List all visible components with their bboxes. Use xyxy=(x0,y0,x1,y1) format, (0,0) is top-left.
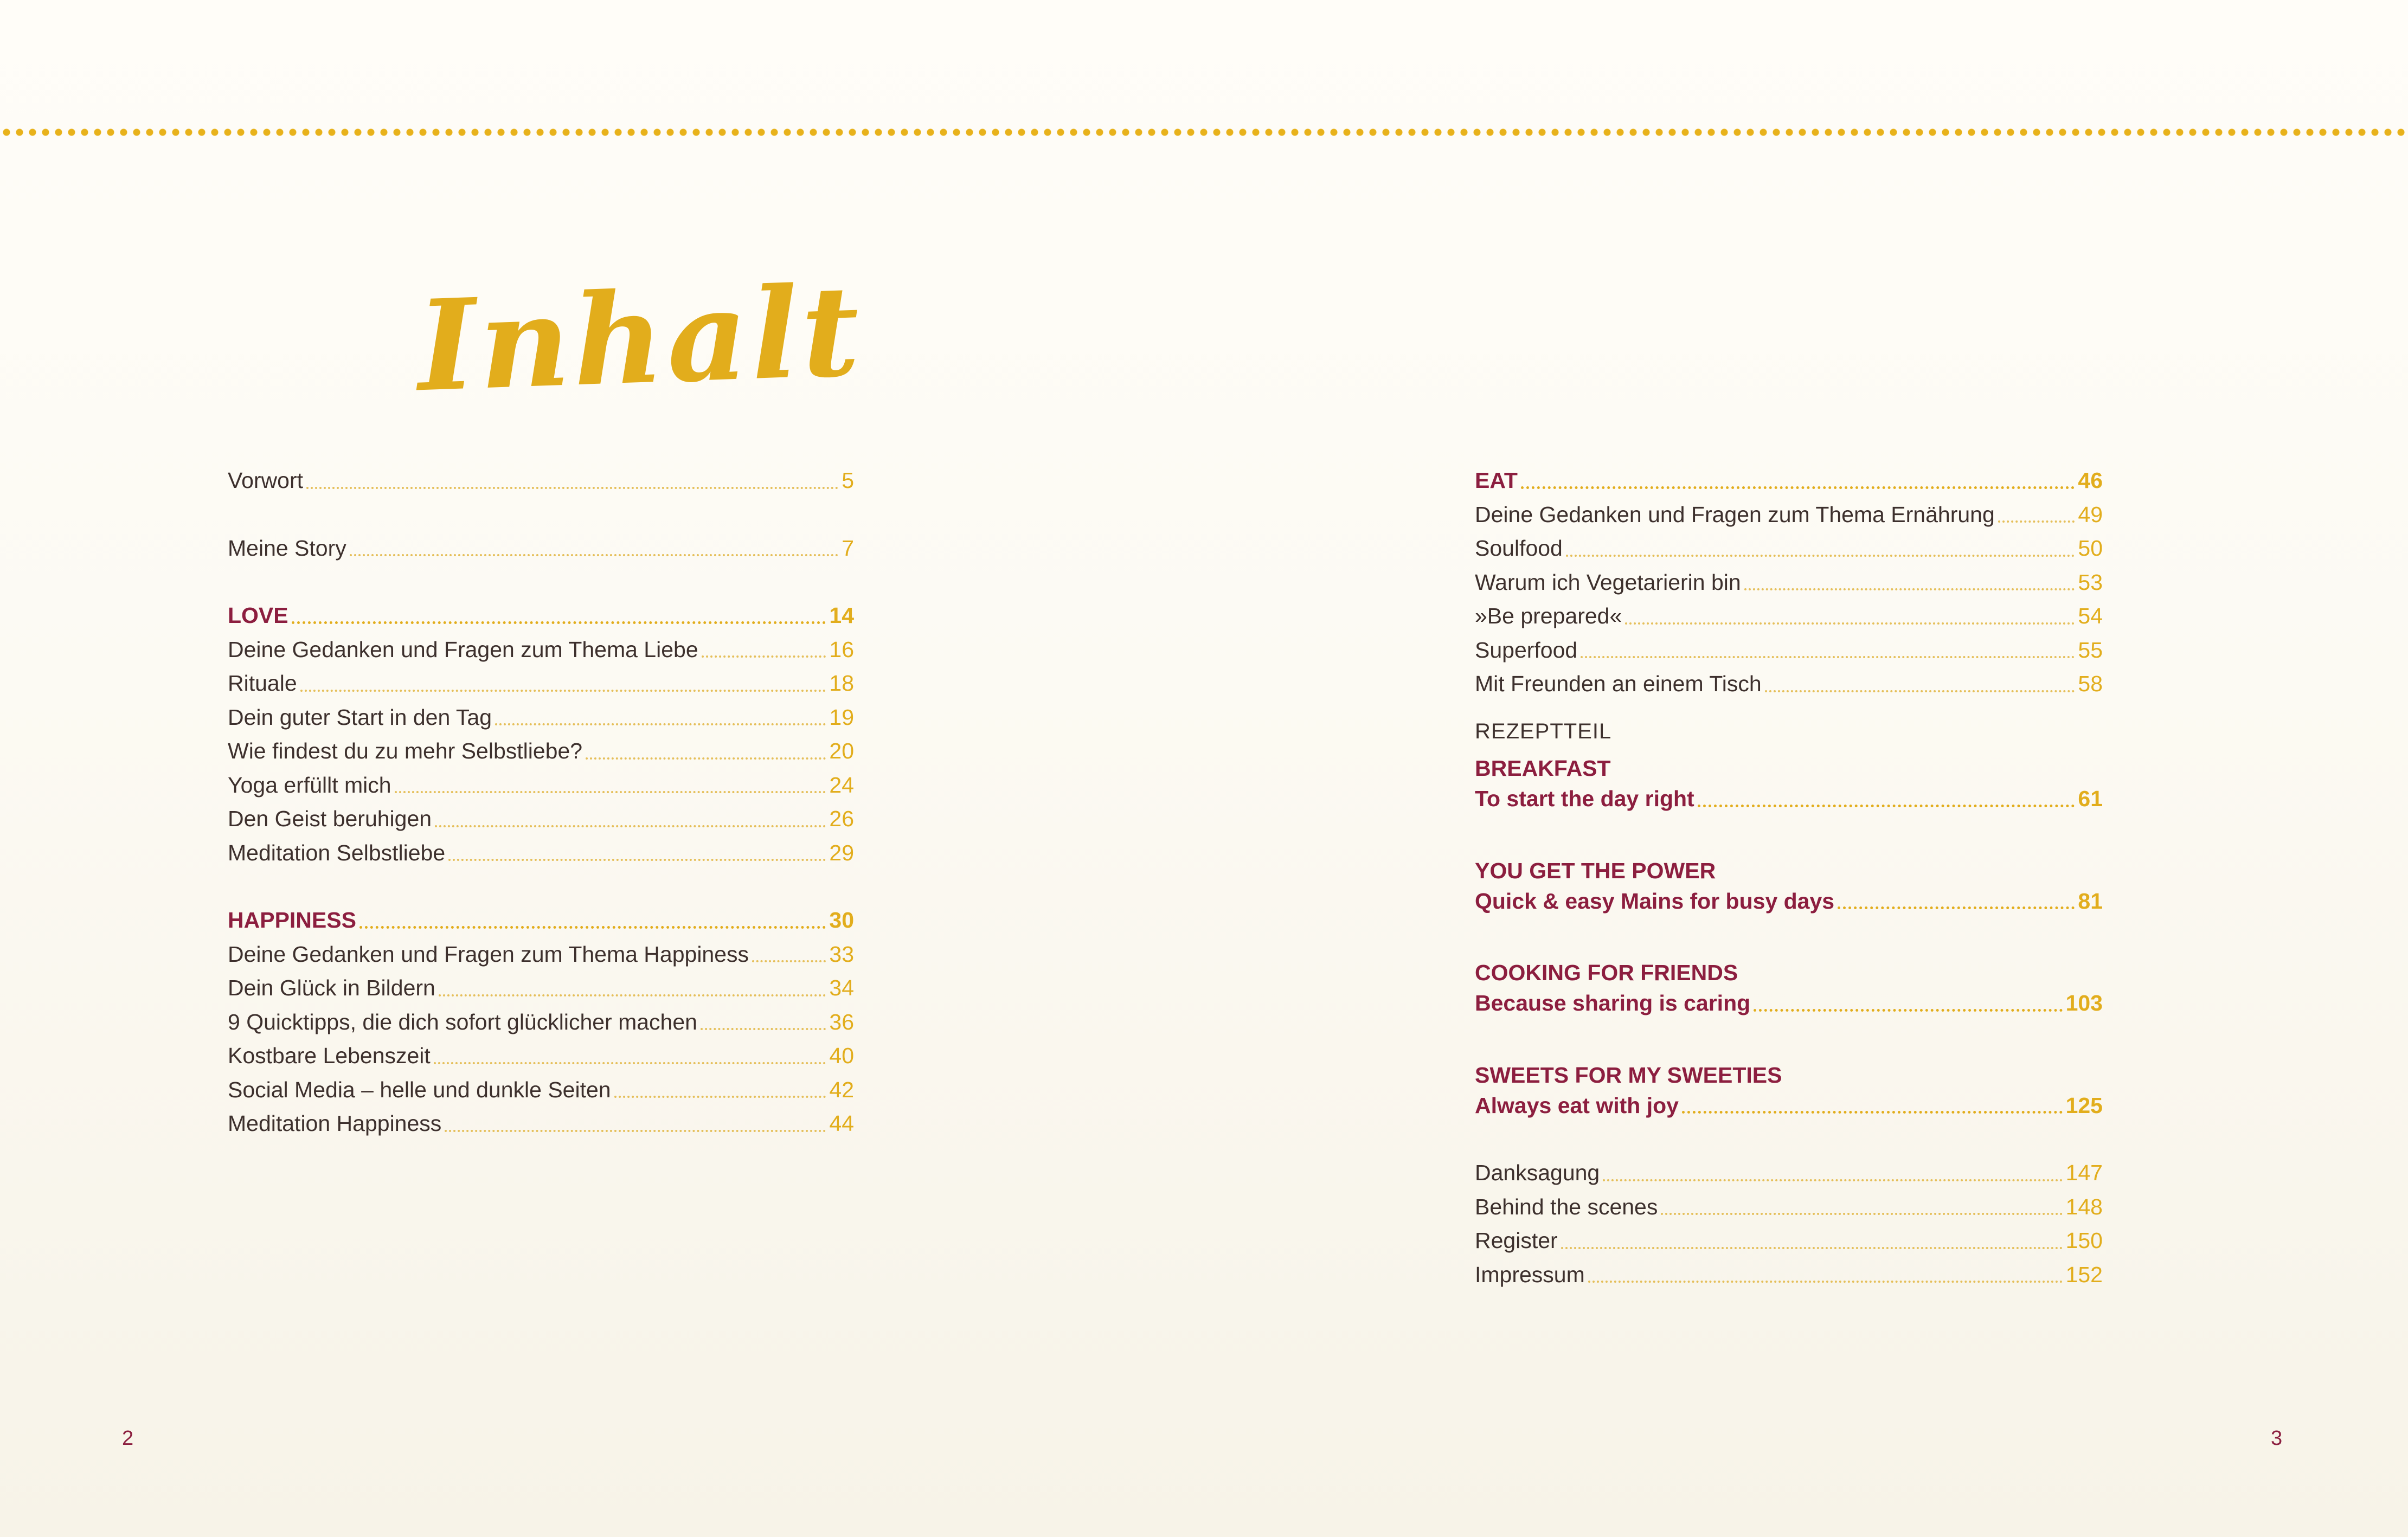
toc-entry-label: Dein guter Start in den Tag xyxy=(228,704,492,730)
toc-entry[interactable] xyxy=(1475,599,2103,633)
toc-entry-vorwort[interactable] xyxy=(228,464,854,498)
toc-entry-label: To start the day right xyxy=(1475,786,1694,811)
dot-leader xyxy=(1754,1009,2062,1012)
dotted-divider xyxy=(0,126,2408,139)
section-page: 46 xyxy=(2078,468,2103,493)
toc-entry-page: 54 xyxy=(2078,603,2103,628)
dot-leader xyxy=(1744,588,2075,590)
toc-entry-sweets[interactable] xyxy=(1475,1089,2103,1123)
toc-entry-label: Vorwort xyxy=(228,468,303,493)
toc-entry[interactable] xyxy=(228,666,854,700)
dot-leader xyxy=(1838,906,2075,909)
toc-entry-page: 103 xyxy=(2065,991,2103,1015)
toc-entry[interactable] xyxy=(228,836,854,870)
rezeptteil-heading: REZEPTTEIL xyxy=(1475,719,1612,743)
toc-left-column xyxy=(228,464,854,1141)
toc-entry[interactable] xyxy=(1475,1224,2103,1258)
toc-entry[interactable] xyxy=(228,633,854,667)
toc-entry-label: Meditation Selbstliebe xyxy=(228,840,446,865)
toc-entry-label: Meine Story xyxy=(228,535,346,561)
toc-entry[interactable] xyxy=(228,802,854,836)
dot-leader xyxy=(1682,1111,2063,1114)
toc-entry-page: 53 xyxy=(2078,569,2103,595)
breakfast-heading: BREAKFAST xyxy=(1475,756,1611,781)
power-heading: YOU GET THE POWER xyxy=(1475,858,1716,883)
toc-entry[interactable] xyxy=(228,971,854,1005)
dot-leader xyxy=(1625,622,2075,625)
toc-entry-page: 40 xyxy=(829,1043,854,1068)
toc-entry-page: 19 xyxy=(829,704,854,730)
toc-entry[interactable] xyxy=(1475,1156,2103,1190)
dot-leader xyxy=(350,554,838,556)
dot-leader xyxy=(448,859,826,861)
toc-entry-label: Because sharing is caring xyxy=(1475,991,1751,1015)
toc-entry-label: Deine Gedanken und Fragen zum Thema Happiness xyxy=(228,941,749,967)
toc-entry-page: 16 xyxy=(829,636,854,662)
toc-entry-page: 24 xyxy=(829,772,854,798)
toc-entry-label: Kostbare Lebenszeit xyxy=(228,1043,431,1068)
toc-entry-page: 18 xyxy=(829,671,854,696)
toc-entry-label: Mit Freunden an einem Tisch xyxy=(1475,671,1762,696)
dot-leader xyxy=(1998,520,2075,523)
toc-entry-label: Soulfood xyxy=(1475,536,1563,561)
toc-section-love[interactable] xyxy=(228,599,854,633)
dot-leader xyxy=(359,926,826,929)
toc-entry-label: Superfood xyxy=(1475,637,1578,663)
dot-leader xyxy=(1561,1247,2063,1249)
toc-entry-label: Danksagung xyxy=(1475,1160,1600,1185)
toc-entry-breakfast[interactable] xyxy=(1475,782,2103,816)
dot-leader xyxy=(1765,690,2075,692)
toc-entry-label: Register xyxy=(1475,1228,1558,1253)
sweets-heading: SWEETS FOR MY SWEETIES xyxy=(1475,1062,1782,1088)
toc-entry-page: 81 xyxy=(2078,888,2103,914)
toc-entry[interactable] xyxy=(228,1039,854,1073)
dot-leader xyxy=(395,791,826,793)
toc-entry-page: 20 xyxy=(829,738,854,763)
section-page: 14 xyxy=(829,603,854,628)
toc-entry-label: Always eat with joy xyxy=(1475,1092,1679,1118)
dot-leader xyxy=(1698,805,2075,807)
section-label: HAPPINESS xyxy=(228,908,356,933)
toc-entry[interactable] xyxy=(1475,633,2103,667)
toc-entry-page: 33 xyxy=(829,941,854,967)
dot-leader xyxy=(435,825,826,827)
dot-leader xyxy=(702,655,826,658)
section-label: LOVE xyxy=(228,603,288,628)
dot-leader xyxy=(1603,1179,2062,1181)
toc-entry-page: 150 xyxy=(2065,1228,2103,1253)
section-label: EAT xyxy=(1475,468,1518,493)
toc-entry-page: 5 xyxy=(842,468,854,493)
toc-entry-label: 9 Quicktipps, die dich sofort glücklicher machen xyxy=(228,1009,697,1034)
toc-section-happiness[interactable] xyxy=(228,903,854,937)
toc-entry-page: 44 xyxy=(829,1111,854,1136)
dot-leader xyxy=(495,723,826,725)
dot-leader xyxy=(1661,1213,2062,1215)
dot-leader xyxy=(300,690,826,692)
toc-entry[interactable] xyxy=(228,1005,854,1039)
toc-entry[interactable] xyxy=(228,937,854,972)
dot-leader xyxy=(701,1028,826,1030)
toc-entry-page: 7 xyxy=(842,535,854,561)
dot-leader xyxy=(1521,486,2075,489)
toc-entry-page: 50 xyxy=(2078,536,2103,561)
toc-entry-label: Warum ich Vegetarierin bin xyxy=(1475,569,1741,595)
friends-heading: COOKING FOR FRIENDS xyxy=(1475,960,1738,985)
toc-entry[interactable] xyxy=(1475,565,2103,600)
toc-entry[interactable] xyxy=(1475,667,2103,701)
toc-entry-label: Quick & easy Mains for busy days xyxy=(1475,888,1835,914)
toc-entry-power[interactable] xyxy=(1475,884,2103,918)
dot-leader xyxy=(614,1096,826,1098)
toc-entry-label: Yoga erfüllt mich xyxy=(228,772,391,798)
dot-leader xyxy=(1566,555,2075,557)
toc-entry-label: Dein Glück in Bildern xyxy=(228,975,435,1000)
toc-entry[interactable] xyxy=(1475,1258,2103,1292)
toc-section-eat[interactable] xyxy=(1475,464,2103,498)
toc-entry-label: Deine Gedanken und Fragen zum Thema Liebe xyxy=(228,636,698,662)
dot-leader xyxy=(434,1062,826,1064)
toc-entry[interactable] xyxy=(1475,1190,2103,1224)
dot-leader xyxy=(439,994,826,996)
toc-entry-label: Impressum xyxy=(1475,1262,1585,1287)
dot-leader xyxy=(752,960,826,962)
toc-entry-page: 55 xyxy=(2078,637,2103,663)
page-number-right: 3 xyxy=(2271,1427,2283,1450)
toc-entry-label: Meditation Happiness xyxy=(228,1111,442,1136)
toc-entry-label: Rituale xyxy=(228,671,297,696)
toc-entry-page: 148 xyxy=(2065,1194,2103,1219)
dot-leader xyxy=(586,757,826,760)
dot-leader xyxy=(445,1130,826,1132)
toc-entry-page: 58 xyxy=(2078,671,2103,696)
toc-entry-page: 147 xyxy=(2065,1160,2103,1185)
toc-entry-page: 125 xyxy=(2065,1092,2103,1118)
toc-entry-friends[interactable] xyxy=(1475,986,2103,1020)
toc-entry[interactable] xyxy=(228,700,854,735)
toc-entry-label: »Be prepared« xyxy=(1475,603,1622,628)
page-title: Inhalt xyxy=(415,258,865,420)
toc-entry[interactable] xyxy=(228,734,854,768)
toc-entry-label: Den Geist beruhigen xyxy=(228,806,432,831)
dot-leader xyxy=(1581,656,2075,658)
toc-entry-page: 49 xyxy=(2078,501,2103,527)
toc-right-column xyxy=(1475,464,2103,1291)
toc-entry[interactable] xyxy=(1475,531,2103,565)
toc-entry[interactable] xyxy=(228,1073,854,1107)
toc-entry[interactable] xyxy=(228,768,854,802)
section-page: 30 xyxy=(829,908,854,933)
toc-entry-label: Social Media – helle und dunkle Seiten xyxy=(228,1077,611,1102)
toc-entry-label: Behind the scenes xyxy=(1475,1194,1658,1219)
toc-entry-page: 61 xyxy=(2078,786,2103,811)
toc-entry-page: 26 xyxy=(829,806,854,831)
dot-leader xyxy=(306,487,838,489)
dot-leader xyxy=(292,621,826,624)
toc-entry[interactable] xyxy=(228,1107,854,1141)
page-number-left: 2 xyxy=(122,1427,134,1450)
toc-entry-page: 152 xyxy=(2065,1262,2103,1287)
toc-entry-label: Wie findest du zu mehr Selbstliebe? xyxy=(228,738,583,763)
toc-entry-label: Deine Gedanken und Fragen zum Thema Ernährung xyxy=(1475,501,1995,527)
toc-entry-page: 29 xyxy=(829,840,854,865)
toc-entry[interactable] xyxy=(1475,498,2103,532)
toc-entry-page: 34 xyxy=(829,975,854,1000)
dot-leader xyxy=(1588,1281,2063,1283)
toc-entry-page: 42 xyxy=(829,1077,854,1102)
toc-entry-page: 36 xyxy=(829,1009,854,1034)
toc-entry-story[interactable] xyxy=(228,531,854,565)
